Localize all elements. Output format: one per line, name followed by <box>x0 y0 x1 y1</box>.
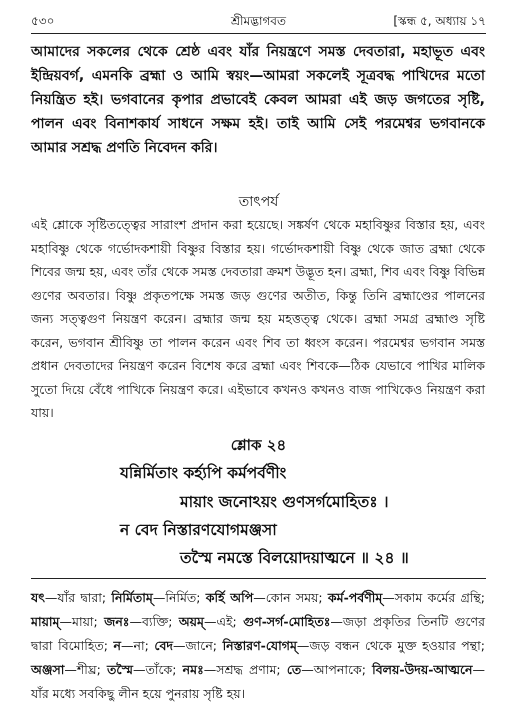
synonym-word: কর্ম-পর্বণীম্ <box>327 590 383 605</box>
word-for-word-synonyms <box>31 586 485 706</box>
synonym-meaning: —সশ্রদ্ধ প্রণাম; <box>203 662 287 677</box>
translation-paragraph: আমাদের সকলের থেকে শ্রেষ্ঠ এবং যাঁর নিয়ন্ত্রণে সমস্ত দেবতারা, মহাভূত এবং ইন্দ্রিয়বর্গ, এমনকি ব্রহ্মা ও আমি স্বয়ং—আমরা সকলেই সূত্রবদ্ধ পাখিদের মতো নিয়ন্ত্রিত হই। ভগবানের কৃপার প্রভাবেই কেবল আমরা এই জড় জগতের সৃষ্টি, পালন এবং বিনাশকার্য সাধনে সক্ষম হই। তাই আমি সেই পরমেশ্বর ভগবানকে আমার সশ্রদ্ধ প্রণতি নিবেদন করি। <box>31 44 485 156</box>
section-divider <box>31 578 486 579</box>
synonym-meaning: —এই; <box>203 614 244 629</box>
synonym-meaning: —সকাম কর্মের গ্রন্থি; <box>382 590 485 605</box>
book-title: শ্রীমদ্ভাগবত <box>230 14 286 28</box>
synonym-word: যৎ <box>31 590 45 605</box>
verse-line: ন বেদ নিস্তারণযোগমঞ্জসা <box>120 521 277 539</box>
purport-heading: তাৎপর্য <box>238 194 279 210</box>
synonym-word: তস্মৈ <box>107 662 133 677</box>
synonym-meaning: —তাঁকে; <box>132 662 183 677</box>
synonym-word: নিস্তারণ-যোগম্ <box>222 638 297 653</box>
synonym-word: নির্মিতাম্ <box>111 590 153 605</box>
page-header <box>31 13 486 31</box>
synonym-word: নমঃ <box>182 662 204 677</box>
synonym-word: মায়াম্ <box>31 614 60 629</box>
synonym-word: বিলয়-উদয়-আত্মনে <box>372 662 473 677</box>
synonym-word: জনঃ <box>104 614 130 629</box>
synonym-meaning: —জানে; <box>173 638 223 653</box>
verse-line: তস্মৈ নমস্তে বিলয়োদয়াত্মনে ॥ ২৪ ॥ <box>180 549 409 567</box>
verse-line: যন্নির্মিতাং কর্হ্যপি কর্মপর্বণীং <box>120 464 287 482</box>
synonym-meaning: —আপনাকে; <box>301 662 373 677</box>
verse-number: শ্লোক ২৪ <box>230 436 287 454</box>
synonym-meaning: —জড় বন্ধন থেকে মুক্ত হওয়ার পন্থা; <box>296 638 485 653</box>
synonym-word: অয়ম্ <box>178 614 204 629</box>
synonym-meaning: —ব্যক্তি; <box>129 614 179 629</box>
synonym-meaning: —মায়া; <box>59 614 105 629</box>
synonym-word: তে <box>286 662 302 677</box>
synonym-meaning: —যাঁর দ্বারা; <box>44 590 112 605</box>
synonym-meaning: —জড়া প্রকৃতির তিনটি গুণের দ্বারা বিমোহিত; <box>31 614 485 653</box>
synonym-meaning: —নির্মিত; <box>152 590 206 605</box>
synonym-meaning: —যাঁর মধ্যে সবকিছু লীন হয়ে পুনরায় সৃষ্টি হয়। <box>31 662 486 701</box>
synonym-word: কর্হি অপি <box>205 590 254 605</box>
chapter-reference: [স্কন্ধ ৫, অধ্যায় ১৭ <box>393 14 486 28</box>
synonym-meaning: —না; <box>121 638 155 653</box>
purport-paragraph: এই শ্লোকে সৃষ্টিতত্ত্বের সারাংশ প্রদান করা হয়েছে। সঙ্কর্ষণ থেকে মহাবিষ্ণুর বিস্তার হয়, এবং মহাবিষ্ণু থেকে গর্ভোদকশায়ী বিষ্ণুর বিস্তার হয়। গর্ভোদকশায়ী বিষ্ণু থেকে জাত ব্রহ্মা থেকে শিবের জন্ম হয়, এবং তাঁর থেকে সমস্ত দেবতারা ক্রমশ উদ্ভূত হন। ব্রহ্মা, শিব এবং বিষ্ণু বিভিন্ন গুণের অবতার। বিষ্ণু প্রকৃতপক্ষে সমস্ত জড় গুণের অতীত, কিন্তু তিনি ব্রহ্মাণ্ডের পালনের জন্য সত্ত্বগুণ নিয়ন্ত্রণ করেন। ব্রহ্মার জন্ম হয় মহত্তত্ত্ব থেকে। ব্রহ্মা সমগ্র ব্রহ্মাণ্ড সৃষ্টি করেন, ভগবান শ্রীবিষ্ণু তা পালন করেন এবং শিব তা ধ্বংস করেন। পরমেশ্বর ভগবান সমস্ত প্রধান দেবতাদের নিয়ন্ত্রণ করেন বিশেষ করে ব্রহ্মা এবং শিবকে—ঠিক যেভাবে পাখির মালিক সুতো দিয়ে বেঁধে পাখিকে নিয়ন্ত্রণ করে। এইভাবে কখনও কখনও বাজ পাখিকেও নিয়ন্ত্রণ করা যায়। <box>31 217 485 420</box>
header-rule <box>31 33 486 34</box>
page-number: ৫৩০ <box>31 14 55 28</box>
synonym-meaning: —শীঘ্র; <box>64 662 108 677</box>
synonym-word: ন <box>113 638 122 653</box>
synonym-meaning: —কোন সময়; <box>253 590 328 605</box>
synonym-word: অঞ্জসা <box>31 662 65 677</box>
synonym-word: বেদ <box>154 638 173 653</box>
synonym-word: গুণ-সর্গ-মোহিতঃ <box>243 614 331 629</box>
verse-line: মায়াং জনোঽয়ং গুণসর্গমোহিতঃ । <box>180 493 389 511</box>
